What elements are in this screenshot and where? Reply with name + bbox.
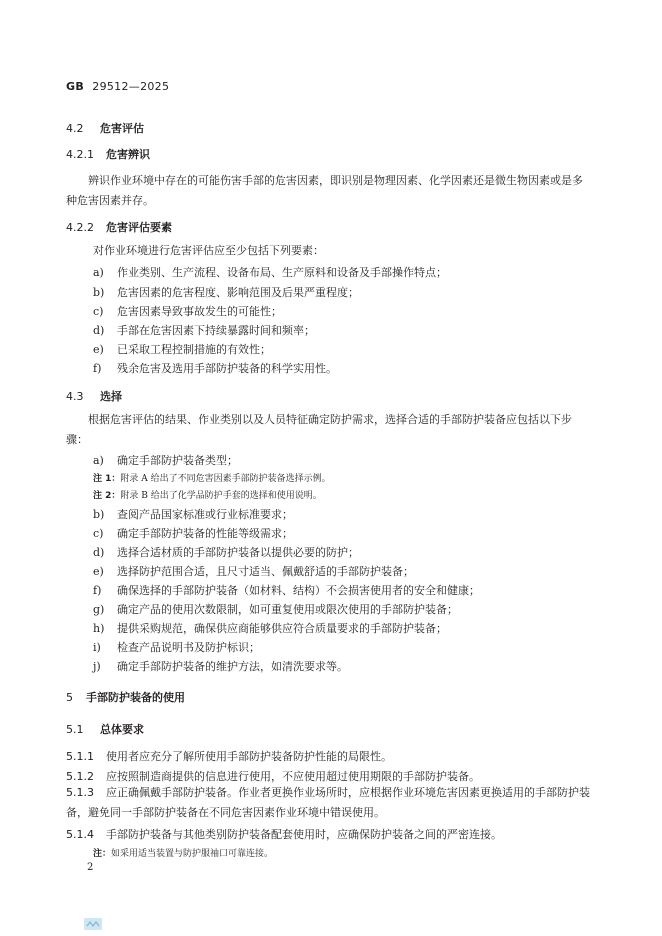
note-1: 注 1：附录 A 给出了不同危害因素手部防护装备选择示例。 bbox=[93, 474, 331, 484]
heading-number: 4.2.2 bbox=[66, 221, 94, 234]
list-item: d) 手部在危害因素下持续暴露时间和频率； bbox=[93, 324, 315, 337]
standard-code: 29512—2025 bbox=[92, 80, 170, 93]
heading-5 bbox=[66, 689, 185, 705]
heading-number: 5 bbox=[66, 691, 73, 704]
heading-4-2-1 bbox=[66, 146, 150, 162]
heading-title: 总体要求 bbox=[100, 723, 144, 736]
heading-4-3 bbox=[66, 388, 122, 404]
heading-number: 4.3 bbox=[66, 390, 84, 403]
list-item: b) 危害因素的危害程度、影响范围及后果严重程度； bbox=[93, 286, 359, 299]
clause-5-1-4: 5.1.4 手部防护装备与其他类别防护装备配套使用时，应确保防护装备之间的严密连接。 bbox=[66, 828, 502, 841]
paragraph-intro: 对作业环境进行危害评估应至少包括下列要素： bbox=[93, 244, 324, 257]
list-item: f) 确保选择的手部防护装备（如材料、结构）不会损害使用者的安全和健康； bbox=[93, 584, 480, 597]
list-item: c) 危害因素导致事故发生的可能性； bbox=[93, 305, 282, 318]
list-item: d) 选择合适材质的手部防护装备以提供必要的防护； bbox=[93, 546, 359, 559]
heading-title: 危害辨识 bbox=[106, 148, 150, 161]
clause-5-1-3: 5.1.3 应正确佩戴手部防护装备。作业者更换作业场所时，应根据作业环境危害因素更换适用的手部防护装备，避免同一手部防护装备在不同危害因素作业环境中错误使用。 bbox=[66, 786, 590, 819]
list-item: j) 确定手部防护装备的维护方法，如清洗要求等。 bbox=[93, 660, 348, 673]
clause-5-1-2: 5.1.2 应按照制造商提供的信息进行使用，不应使用超过使用期限的手部防护装备。 bbox=[66, 770, 480, 783]
list-item: c) 确定手部防护装备的性能等级需求； bbox=[93, 527, 293, 540]
clause-5-1-1: 5.1.1 使用者应充分了解所使用手部防护装备防护性能的局限性。 bbox=[66, 750, 392, 763]
list-item: a) 作业类别、生产流程、设备布局、生产原料和设备及手部操作特点； bbox=[93, 266, 447, 279]
page-number: 2 bbox=[87, 862, 94, 873]
list-item: h) 提供采购规范，确保供应商能够供应符合质量要求的手部防护装备； bbox=[93, 622, 447, 635]
list-item: i) 检查产品说明书及防护标识； bbox=[93, 641, 260, 654]
heading-number: 4.2.1 bbox=[66, 148, 94, 161]
note-5-1-4: 注：如采用适当装置与防护服袖口可靠连接。 bbox=[93, 849, 274, 859]
heading-number: 5.1 bbox=[66, 723, 84, 736]
list-item: e) 已采取工程控制措施的有效性； bbox=[93, 343, 271, 356]
heading-5-1 bbox=[66, 721, 144, 737]
heading-title: 选择 bbox=[100, 390, 122, 403]
standard-prefix: GB bbox=[66, 80, 85, 93]
publisher-logo-icon bbox=[84, 918, 102, 930]
paragraph-hazard-identification: 辨识作业环境中存在的可能伤害手部的危害因素，即识别是物理因素、化学因素还是微生物因素或是多种危害因素并存。 bbox=[66, 174, 583, 207]
list-item: a) 确定手部防护装备类型； bbox=[93, 454, 238, 467]
list-item: f) 残余危害及选用手部防护装备的科学实用性。 bbox=[93, 362, 337, 375]
list-item: e) 选择防护范围合适，且尺寸适当、佩戴舒适的手部防护装备； bbox=[93, 565, 414, 578]
heading-number: 4.2 bbox=[66, 122, 84, 135]
list-item: g) 确定产品的使用次数限制，如可重复使用或限次使用的手部防护装备； bbox=[93, 603, 458, 616]
heading-title: 手部防护装备的使用 bbox=[86, 691, 185, 704]
note-2: 注 2：附录 B 给出了化学品防护手套的选择和使用说明。 bbox=[93, 491, 322, 501]
heading-title: 危害评估要素 bbox=[106, 221, 172, 234]
standard-header bbox=[66, 80, 169, 93]
list-item: b) 查阅产品国家标准或行业标准要求； bbox=[93, 508, 293, 521]
paragraph-selection-intro: 根据危害评估的结果、作业类别以及人员特征确定防护需求，选择合适的手部防护装备应包括以下步骤： bbox=[66, 413, 572, 446]
heading-title: 危害评估 bbox=[100, 122, 144, 135]
heading-4-2 bbox=[66, 120, 144, 136]
heading-4-2-2 bbox=[66, 219, 172, 235]
